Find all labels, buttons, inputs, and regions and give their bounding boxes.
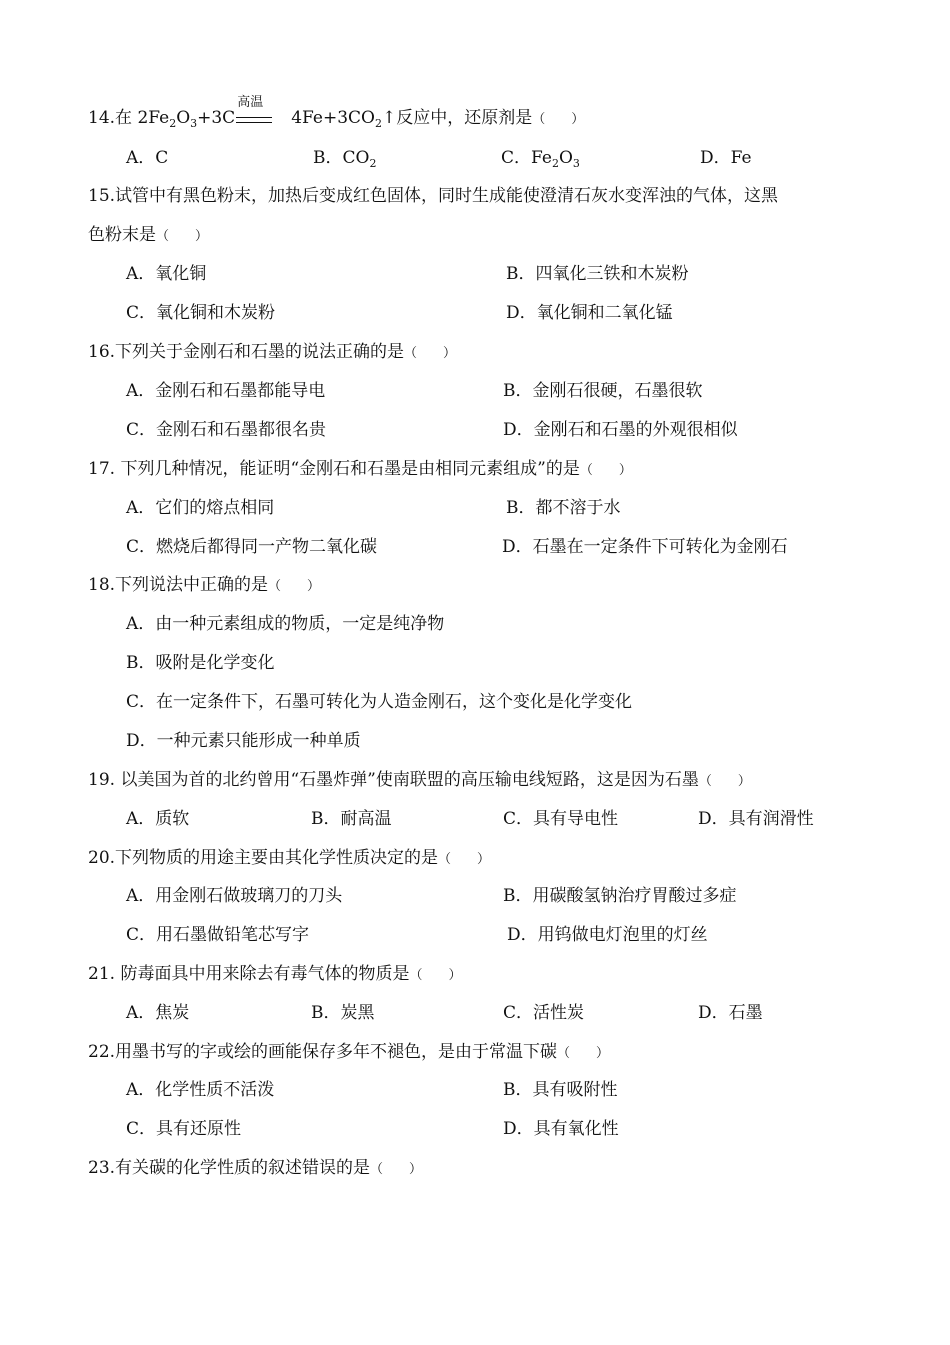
q14-sub: 2	[169, 117, 177, 130]
answer-blank: （ ）	[557, 1046, 610, 1061]
q17-option-b: B．都不溶于水	[506, 498, 621, 518]
question-15-stem: 15.试管中有黑色粉末，加热后变成红色固体，同时生成能使澄清石灰水变浑浊的气体，这黑	[88, 186, 779, 206]
q18-option-b: B．吸附是化学变化	[126, 653, 275, 673]
q20-option-b: B．用碳酸氢钠治疗胃酸过多症	[503, 886, 737, 906]
reaction-condition	[235, 95, 291, 131]
q17-text: 17. 下列几种情况，能证明“金刚石和石墨是由相同元素组成”的是	[88, 459, 580, 479]
answer-blank: （ ）	[370, 1162, 423, 1177]
q22-option-a: A．化学性质不活泼	[126, 1080, 275, 1100]
q19-option-a: A．质软	[126, 809, 190, 829]
option-text: O	[558, 148, 573, 168]
q15-option-d: D．氧化铜和二氧化锰	[506, 303, 673, 323]
q22-option-d: D．具有氧化性	[503, 1119, 619, 1139]
q14-option-a: A．C	[126, 148, 169, 168]
q16-option-c: C．金刚石和石墨都很名贵	[126, 420, 327, 440]
q19-text: 19. 以美国为首的北约曾用“石墨炸弹”使南联盟的高压输电线短路，这是因为石墨	[88, 770, 699, 790]
q14-text: +3C	[197, 108, 236, 128]
q14-sub: 2	[374, 117, 382, 130]
q14-option-b	[313, 145, 376, 171]
q18-option-c: C．在一定条件下，石墨可转化为人造金刚石，这个变化是化学变化	[126, 692, 633, 712]
question-18-stem	[88, 572, 320, 598]
q16-option-a: A．金刚石和石墨都能导电	[126, 381, 326, 401]
q21-option-b: B．炭黑	[311, 1003, 375, 1023]
q15-option-c: C．氧化铜和木炭粉	[126, 303, 276, 323]
q22-text: 22.用墨书写的字或绘的画能保存多年不褪色，是由于常温下碳	[88, 1042, 558, 1062]
answer-blank: （ ）	[579, 463, 632, 478]
option-sub: 3	[572, 157, 580, 170]
q15-option-b: B．四氧化三铁和木炭粉	[506, 264, 689, 284]
q21-option-d: D．石墨	[698, 1003, 763, 1023]
q22-option-c: C．具有还原性	[126, 1119, 242, 1139]
q21-text: 21. 防毒面具中用来除去有毒气体的物质是	[88, 964, 410, 984]
q20-option-c: C．用石墨做铅笔芯写字	[126, 925, 310, 945]
q18-option-d: D．一种元素只能形成一种单质	[126, 731, 361, 751]
question-19-stem	[88, 767, 751, 793]
answer-blank: （ ）	[409, 968, 462, 983]
option-text: C．Fe	[501, 148, 552, 168]
q14-sub: 3	[190, 117, 198, 130]
answer-blank: （ ）	[156, 229, 209, 244]
answer-blank: （ ）	[532, 112, 585, 127]
q20-text: 20.下列物质的用途主要由其化学性质决定的是	[88, 848, 439, 868]
q14-text: 14.在 2Fe	[88, 108, 170, 128]
q17-option-c: C．燃烧后都得同一产物二氧化碳	[126, 537, 378, 557]
q19-option-d: D．具有润滑性	[698, 809, 814, 829]
q18-option-a: A．由一种元素组成的物质，一定是纯净物	[126, 614, 445, 634]
q21-option-a: A．焦炭	[126, 1003, 190, 1023]
q14-option-c	[501, 145, 580, 171]
option-sub: 2	[369, 157, 377, 170]
double-line	[236, 117, 272, 123]
q14-text: O	[176, 108, 191, 128]
q23-text: 23.有关碳的化学性质的叙述错误的是	[88, 1158, 371, 1178]
question-14-stem	[88, 95, 585, 131]
q14-option-d: D．Fe	[700, 148, 752, 168]
q15-text: 色粉末是	[88, 225, 156, 245]
q19-option-c: C．具有导电性	[503, 809, 619, 829]
question-16-stem	[88, 339, 456, 365]
q14-text: ↑反应中，还原剂是	[381, 108, 533, 128]
question-20-stem	[88, 845, 490, 871]
q14-text: 4Fe+3CO	[291, 108, 375, 128]
answer-blank: （ ）	[698, 774, 751, 789]
answer-blank: （ ）	[268, 579, 321, 594]
q20-option-a: A．用金刚石做玻璃刀的刀头	[126, 886, 343, 906]
question-17-stem	[88, 456, 632, 482]
q17-option-a: A．它们的熔点相同	[126, 498, 275, 518]
question-21-stem	[88, 961, 461, 987]
q22-option-b: B．具有吸附性	[503, 1080, 618, 1100]
option-sub: 2	[551, 157, 559, 170]
q20-option-d: D．用钨做电灯泡里的灯丝	[507, 925, 708, 945]
question-23-stem	[88, 1155, 422, 1181]
q18-text: 18.下列说法中正确的是	[88, 575, 269, 595]
option-text: B．CO	[313, 148, 370, 168]
q21-option-c: C．活性炭	[503, 1003, 585, 1023]
answer-blank: （ ）	[438, 852, 491, 867]
condition-label: 高温	[237, 95, 264, 110]
answer-blank: （ ）	[404, 346, 457, 361]
q17-option-d: D．石墨在一定条件下可转化为金刚石	[502, 537, 788, 557]
q16-option-b: B．金刚石很硬，石墨很软	[503, 381, 703, 401]
q15-option-a: A．氧化铜	[126, 264, 207, 284]
q16-text: 16.下列关于金刚石和石墨的说法正确的是	[88, 342, 405, 362]
question-22-stem	[88, 1039, 609, 1065]
question-15-stem-cont	[88, 222, 208, 248]
q16-option-d: D．金刚石和石墨的外观很相似	[503, 420, 738, 440]
q19-option-b: B．耐高温	[311, 809, 392, 829]
